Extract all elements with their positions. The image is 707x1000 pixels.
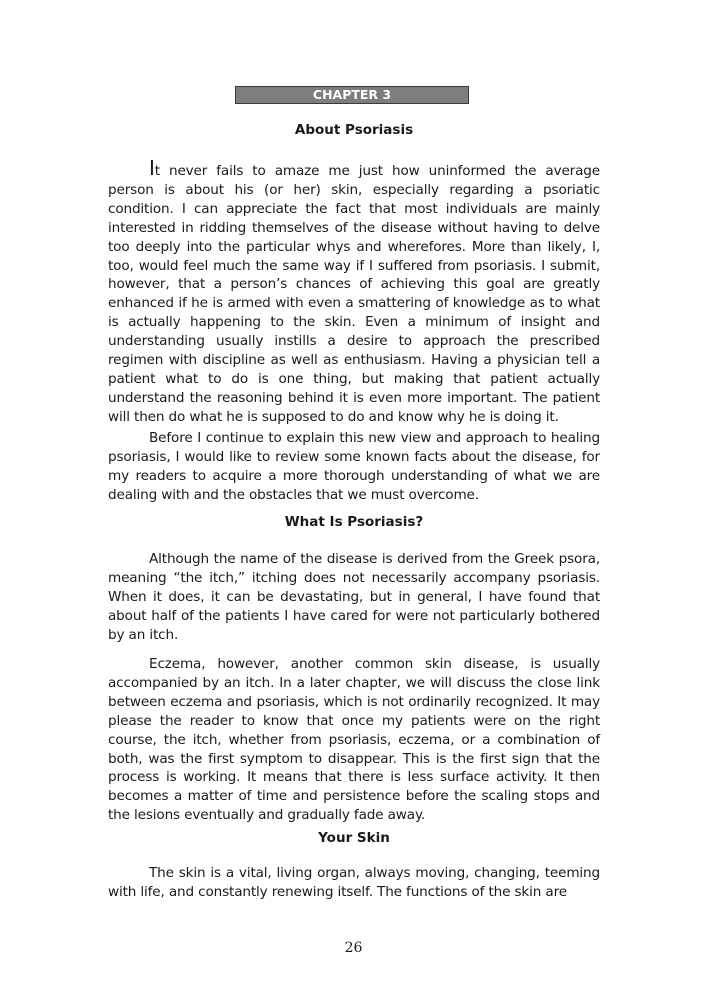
paragraph-eczema: Eczema, however, another common skin disease, is usually accompanied by an itch. In a later chapter, we will discuss the close link between eczema and psoriasis, which is not ordinarily recognized. It may please the reader to know that once my patients were on the right course, the itch, whether from psoriasis, eczema, or a combination of both, was the first symptom to disappear. This is the first sign that the process is working. It means that there is less surface activity. It then becomes a matter of time and persistence before the scaling stops and the lesions eventually and gradually fade away.: [108, 656, 600, 824]
paragraph-itch: Although the name of the disease is derived from the Greek psora, meaning “the itch,” itching does not necessarily accompany psoriasis. When it does, it can be devastating, but in general, I have found that about half of the patients I have cared for were not particularly bothered by an itch.: [108, 551, 600, 643]
chapter-label: CHAPTER 3: [312, 87, 392, 102]
section-heading-what-is-psoriasis: What Is Psoriasis?: [284, 514, 424, 530]
paragraph-continue: Before I continue to explain this new view and approach to healing psoriasis, I would like to review some known facts about the disease, for my readers to acquire a more thorough understanding of what we are dealing with and the obstacles that we must overcome.: [108, 430, 600, 503]
paragraph-skin: The skin is a vital, living organ, always moving, changing, teeming with life, and constantly renewing itself. The functions of the skin are: [108, 865, 600, 900]
chapter-banner: [235, 86, 469, 104]
intro-paragraph: [108, 156, 600, 427]
intro-paragraph-text: t never fails to amaze me just how uninformed the average person is about his (or her) skin, especially regarding a psoriatic condition. I can appreciate the fact that most individuals are mainly interested in ridding themselves of the disease without having to delve too deeply into the particular whys and wherefores. More than likely, I, too, would feel much the same way if I suffered from psoriasis. I submit, however, that a person’s chances of achieving this goal are greatly enhanced if he is armed with even a smattering of knowledge as to what is actually happening to the skin. Even a minimum of insight and understanding usually instills a desire to approach the prescribed regimen with discipline as well as enthusiasm. Having a physician tell a patient what to do is one thing, but making that patient actually understand the reasoning behind it is even more important. The patient will then do what he is supposed to do and know why he is doing it.: [108, 163, 600, 425]
section-heading-about-psoriasis: About Psoriasis: [294, 122, 414, 138]
section-heading-your-skin: Your Skin: [318, 830, 390, 846]
drop-cap: I: [149, 156, 155, 180]
page-number: 26: [344, 940, 363, 956]
